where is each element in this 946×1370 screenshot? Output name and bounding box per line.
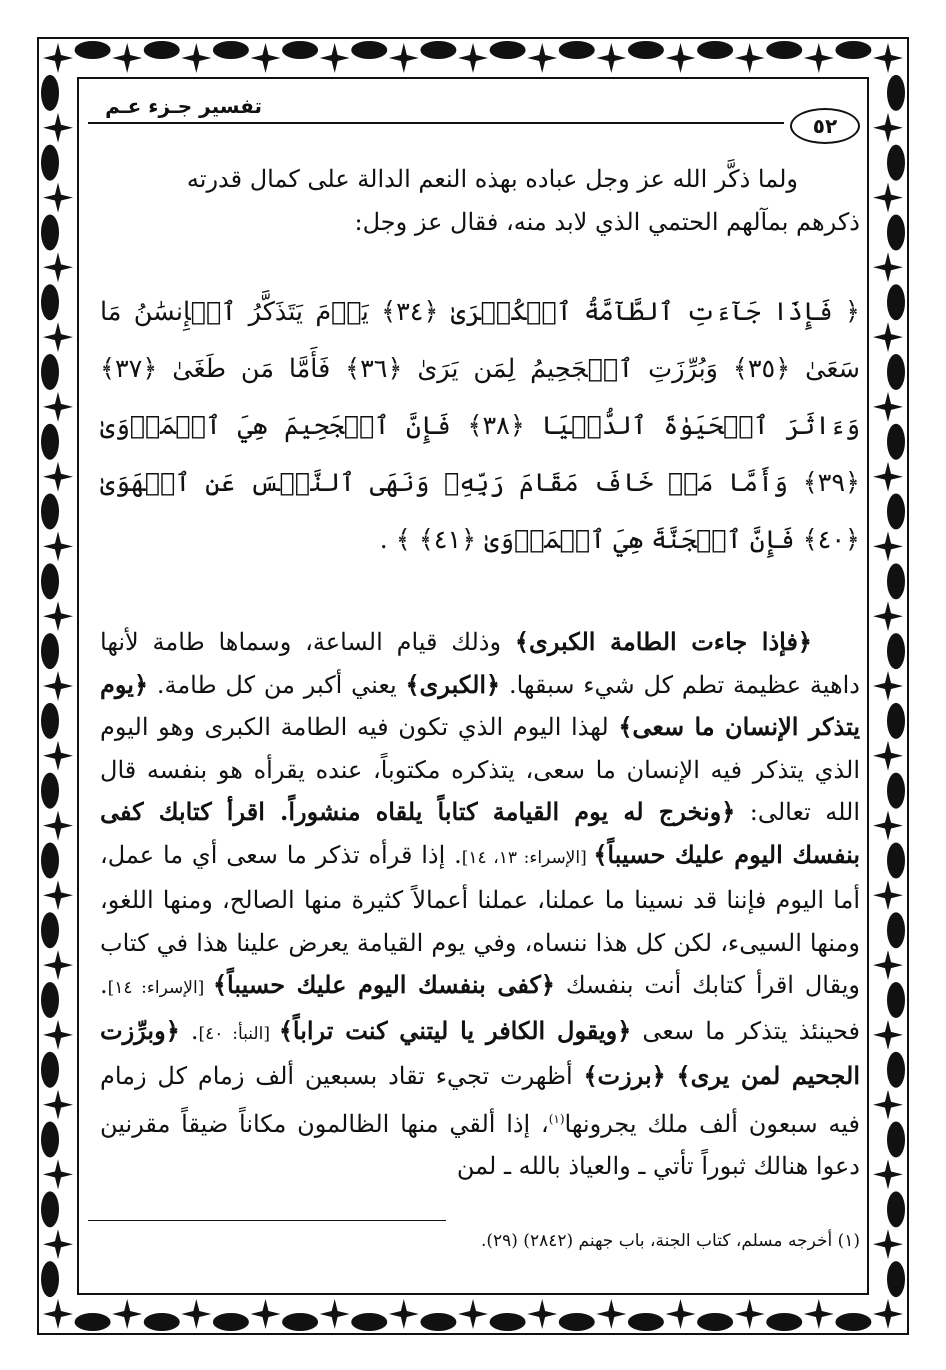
lobe-ornament <box>41 982 59 1018</box>
star-ornament <box>389 43 419 73</box>
star-ornament <box>873 1299 903 1329</box>
lobe-ornament <box>75 1313 111 1331</box>
star-ornament <box>43 811 73 841</box>
lobe-ornament <box>75 41 111 59</box>
lobe-ornament <box>490 41 526 59</box>
lobe-ornament <box>282 1313 318 1331</box>
lobe-ornament <box>144 1313 180 1331</box>
star-ornament <box>873 322 903 352</box>
star-ornament <box>43 183 73 213</box>
commentary-text: لهذا اليوم الذي تكون فيه الطامة الكبرى وهو اليوم الذي يتذكر فيه الإنسان ما سعى، يتذكره مكتوباً، عنده يقرأه هو بنفسه قال الله تعالى: <box>100 713 860 826</box>
page-header <box>88 92 860 152</box>
star-ornament <box>43 950 73 980</box>
lobe-ornament <box>766 1313 802 1331</box>
star-ornament <box>804 43 834 73</box>
lobe-ornament <box>490 1313 526 1331</box>
star-ornament <box>320 43 350 73</box>
star-ornament <box>873 113 903 143</box>
star-ornament <box>112 1299 142 1329</box>
reference: [الإسراء: ١٣، ١٤] <box>461 847 594 868</box>
star-ornament <box>43 392 73 422</box>
reference: [الإسراء: ١٤] <box>107 978 213 998</box>
star-ornament <box>43 113 73 143</box>
lobe-ornament <box>41 703 59 739</box>
reference: [النبأ: ٤٠] <box>198 1023 279 1044</box>
lobe-ornament <box>887 703 905 739</box>
lobe-ornament <box>41 145 59 181</box>
star-ornament <box>43 1090 73 1120</box>
star-ornament <box>251 1299 281 1329</box>
lobe-ornament <box>351 1313 387 1331</box>
intro-line: ذكرهم بمآلهم الحتمي الذي لابد منه، فقال عز وجل: <box>354 208 860 236</box>
lobe-ornament <box>887 842 905 878</box>
star-ornament <box>527 43 557 73</box>
star-ornament <box>43 462 73 492</box>
commentary-paragraph <box>100 621 860 1188</box>
lobe-ornament <box>887 982 905 1018</box>
lobe-ornament <box>835 1313 871 1331</box>
star-ornament <box>43 1299 73 1329</box>
lobe-ornament <box>697 41 733 59</box>
star-ornament <box>873 43 903 73</box>
star-ornament <box>43 43 73 73</box>
running-title: تفسير جـزء عـم <box>105 94 262 118</box>
lobe-ornament <box>41 842 59 878</box>
page-content <box>88 92 860 1302</box>
page-number <box>790 108 860 144</box>
lobe-ornament <box>697 1313 733 1331</box>
lobe-ornament <box>887 494 905 530</box>
quote: ﴿الكبرى﴾ <box>405 669 501 699</box>
lobe-ornament <box>559 41 595 59</box>
star-ornament <box>873 462 903 492</box>
lobe-ornament <box>766 41 802 59</box>
star-ornament <box>43 741 73 771</box>
star-ornament <box>873 1020 903 1050</box>
star-ornament <box>43 1020 73 1050</box>
lobe-ornament <box>282 41 318 59</box>
commentary-text: . فحينئذ يتذكر ما سعى <box>100 971 861 1045</box>
star-ornament <box>43 322 73 352</box>
quote: ﴿يوم يتذكر الإنسان ما سعى﴾ <box>100 669 861 741</box>
star-ornament <box>43 252 73 282</box>
main-text <box>100 158 860 1188</box>
lobe-ornament <box>41 633 59 669</box>
quote: ﴿كفى بنفسك اليوم عليك حسيباً﴾ <box>212 970 555 999</box>
lobe-ornament <box>41 773 59 809</box>
star-ornament <box>43 1159 73 1189</box>
star-ornament <box>596 43 626 73</box>
star-ornament <box>873 601 903 631</box>
star-ornament <box>873 741 903 771</box>
lobe-ornament <box>628 1313 664 1331</box>
star-ornament <box>873 950 903 980</box>
star-ornament <box>873 531 903 561</box>
star-ornament <box>873 811 903 841</box>
star-ornament <box>43 601 73 631</box>
star-ornament <box>804 1299 834 1329</box>
star-ornament <box>873 671 903 701</box>
intro-line: ولما ذكَّر الله عز وجل عباده بهذه النعم الدالة على كمال قدرته <box>186 165 798 193</box>
star-ornament <box>873 392 903 422</box>
star-ornament <box>596 1299 626 1329</box>
quote: ﴿فإذا جاءت الطامة الكبرى﴾ <box>514 627 812 656</box>
lobe-ornament <box>41 214 59 250</box>
lobe-ornament <box>41 1191 59 1227</box>
lobe-ornament <box>41 1052 59 1088</box>
intro-paragraph <box>100 158 860 244</box>
lobe-ornament <box>213 41 249 59</box>
lobe-ornament <box>628 41 664 59</box>
star-ornament <box>181 43 211 73</box>
star-ornament <box>43 1229 73 1259</box>
lobe-ornament <box>887 75 905 111</box>
lobe-ornament <box>887 1122 905 1158</box>
star-ornament <box>873 252 903 282</box>
lobe-ornament <box>41 563 59 599</box>
lobe-ornament <box>887 424 905 460</box>
lobe-ornament <box>835 41 871 59</box>
lobe-ornament <box>41 75 59 111</box>
commentary-text <box>666 1062 677 1090</box>
lobe-ornament <box>887 633 905 669</box>
page-number-text: ٥٢ <box>812 114 838 138</box>
star-ornament <box>43 671 73 701</box>
header-rule <box>88 122 784 124</box>
lobe-ornament <box>144 41 180 59</box>
footnote-marker: (١) <box>548 1111 565 1126</box>
star-ornament <box>873 880 903 910</box>
star-ornament <box>112 43 142 73</box>
lobe-ornament <box>887 912 905 948</box>
lobe-ornament <box>559 1313 595 1331</box>
lobe-ornament <box>213 1313 249 1331</box>
star-ornament <box>873 1229 903 1259</box>
commentary-text: ، إذا ألقي منها الظالمون مكاناً ضيقاً مقرنين دعوا هنالك ثبوراً تأتي ـ والعياذ بالله ـ لمن <box>100 1109 860 1180</box>
footnote-rule <box>88 1220 446 1221</box>
star-ornament <box>666 43 696 73</box>
lobe-ornament <box>887 284 905 320</box>
quran-verse-block: ﴿ فَإِذَا جَآءَتِ ٱلطَّآمَّةُ ٱلۡكُبۡرَىٰ ﴿٣٤﴾ يَوۡمَ يَتَذَكَّرُ ٱلۡإِنسَٰنُ مَا سَعَىٰ ﴿٣٥﴾ وَبُرِّزَتِ ٱلۡجَحِيمُ لِمَن يَرَىٰ ﴿٣٦﴾ فَأَمَّا مَن طَغَىٰ ﴿٣٧﴾ وَءَاثَرَ ٱلۡحَيَوٰةَ ٱلدُّنۡيَا ﴿٣٨﴾ فَإِنَّ ٱلۡجَحِيمَ هِيَ ٱلۡمَأۡوَىٰ ﴿٣٩﴾ وَأَمَّا مَنۡ خَافَ مَقَامَ رَبِّهِۦ وَنَهَى ٱلنَّفۡسَ عَنِ ٱلۡهَوَىٰ ﴿٤٠﴾ فَإِنَّ ٱلۡجَنَّةَ هِيَ ٱلۡمَأۡوَىٰ ﴿٤١﴾ ﴾ . <box>100 297 861 555</box>
commentary-text: وذلك قيام الساعة، وسماها طامة لأنها داهية عظيمة تطم كل شيء سبقها. <box>100 628 860 699</box>
star-ornament <box>735 43 765 73</box>
lobe-ornament <box>887 145 905 181</box>
star-ornament <box>458 1299 488 1329</box>
star-ornament <box>251 43 281 73</box>
quote: ﴿وبرِّزت الجحيم لمن يرى﴾ <box>100 1015 861 1090</box>
quote: ﴿ويقول الكافر يا ليتني كنت تراباً﴾ <box>278 1015 632 1045</box>
star-ornament <box>666 1299 696 1329</box>
lobe-ornament <box>420 41 456 59</box>
star-ornament <box>735 1299 765 1329</box>
star-ornament <box>458 43 488 73</box>
footnote: (١) أخرجه مسلم، كتاب الجنة، باب جهنم (٢٨٤٢) (٢٩). <box>480 1231 860 1251</box>
star-ornament <box>181 1299 211 1329</box>
lobe-ornament <box>41 284 59 320</box>
lobe-ornament <box>41 494 59 530</box>
quote: ﴿برزت﴾ <box>583 1061 666 1090</box>
lobe-ornament <box>887 1261 905 1297</box>
lobe-ornament <box>887 214 905 250</box>
lobe-ornament <box>887 1191 905 1227</box>
commentary-text: أظهرت تجيء تقاد بسبعين ألف زمام كل زمام فيه سبعون ألف ملك يجرونها <box>100 1062 860 1138</box>
star-ornament <box>389 1299 419 1329</box>
star-ornament <box>873 1159 903 1189</box>
star-ornament <box>43 880 73 910</box>
star-ornament <box>320 1299 350 1329</box>
commentary-text: . إذا قرأه تذكر ما سعى أي ما عمل، أما اليوم فإننا قد نسينا ما عملنا، عملنا أعمالاً كثيرة منها الصالح، ومنها اللغو، ومنها السيىء، لكن كل هذا ننساه، وفي يوم القيامة يعرض علينا هذا في كتاب ويقال اقرأ كتابك أنت بنفسك <box>100 840 860 999</box>
star-ornament <box>873 1090 903 1120</box>
lobe-ornament <box>420 1313 456 1331</box>
lobe-ornament <box>41 354 59 390</box>
quote: ﴿ونخرج له يوم القيامة كتاباً يلقاه منشوراً. اقرأ كتابك كفى بنفسك اليوم عليك حسيباً﴾ <box>100 797 861 869</box>
lobe-ornament <box>887 773 905 809</box>
lobe-ornament <box>41 912 59 948</box>
commentary-text: . <box>179 1016 199 1045</box>
star-ornament <box>527 1299 557 1329</box>
commentary-text: يعني أكبر من كل طامة. <box>148 670 406 699</box>
star-ornament <box>43 531 73 561</box>
lobe-ornament <box>41 424 59 460</box>
star-ornament <box>873 183 903 213</box>
lobe-ornament <box>887 1052 905 1088</box>
lobe-ornament <box>887 354 905 390</box>
lobe-ornament <box>887 563 905 599</box>
lobe-ornament <box>351 41 387 59</box>
lobe-ornament <box>41 1261 59 1297</box>
lobe-ornament <box>41 1122 59 1158</box>
